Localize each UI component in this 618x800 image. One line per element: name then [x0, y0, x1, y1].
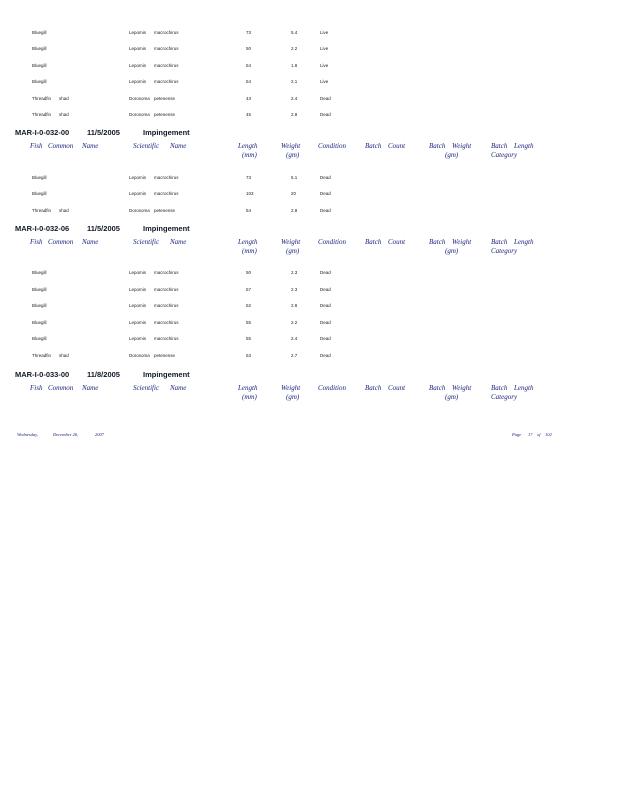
- condition-cell: Dead: [320, 320, 331, 325]
- species-cell: petenense: [154, 96, 176, 101]
- section-id: MAR-I-0-032-06: [15, 224, 70, 233]
- genus-cell: Lepomis: [129, 191, 147, 196]
- header-length: Length: [238, 384, 258, 392]
- section-date: 11/8/2005: [87, 370, 120, 379]
- table-row: [0, 175, 618, 185]
- header-scientific: Scientific: [133, 142, 160, 150]
- common-name-cell: shad: [59, 96, 69, 101]
- header-batch-weight: Weight: [452, 384, 472, 392]
- table-row: [0, 112, 618, 122]
- genus-cell: Dorosoma: [129, 208, 150, 213]
- table-row: [0, 320, 618, 330]
- genus-cell: Lepomis: [129, 270, 147, 275]
- weight-cell: 1.8: [291, 63, 298, 68]
- header-batch-weight-unit: (gm): [445, 393, 459, 401]
- header-batch-weight: Weight: [452, 238, 472, 246]
- table-row: [0, 303, 618, 313]
- header-batch-weight-batch: Batch: [429, 142, 446, 150]
- header-batch-length: Length: [514, 238, 534, 246]
- header-scientific-name: Name: [170, 238, 187, 246]
- length-cell: 50: [246, 270, 252, 275]
- length-cell: 73: [246, 30, 252, 35]
- footer-page-number: 17: [528, 432, 533, 437]
- length-cell: 45: [246, 112, 252, 117]
- length-cell: 103: [246, 191, 254, 196]
- fish-cell: Bluegill: [32, 79, 47, 84]
- condition-cell: Dead: [320, 287, 331, 292]
- genus-cell: Lepomis: [129, 175, 147, 180]
- header-scientific-name: Name: [170, 142, 187, 150]
- table-row: [0, 63, 618, 73]
- weight-cell: 2.1: [291, 79, 298, 84]
- species-cell: petenense: [154, 208, 176, 213]
- condition-cell: Live: [320, 46, 329, 51]
- header-batch-length-batch: Batch: [491, 384, 508, 392]
- common-name-cell: shad: [59, 353, 69, 358]
- genus-cell: Dorosoma: [129, 353, 150, 358]
- header-weight-unit: (gm): [286, 151, 300, 159]
- table-row: [0, 353, 618, 363]
- section-date: 11/5/2005: [87, 128, 120, 137]
- footer-page-total: 102: [545, 432, 552, 437]
- weight-cell: 2.2: [291, 46, 298, 51]
- header-scientific: Scientific: [133, 238, 160, 246]
- header-count: Count: [388, 142, 406, 150]
- table-row: [0, 79, 618, 89]
- weight-cell: 2.8: [291, 303, 298, 308]
- table-row: [0, 336, 618, 346]
- genus-cell: Lepomis: [129, 79, 147, 84]
- header-condition: Condition: [318, 238, 347, 246]
- condition-cell: Dead: [320, 96, 331, 101]
- fish-cell: Threadfin: [32, 112, 52, 117]
- table-row: [0, 30, 618, 40]
- header-batch-weight-batch: Batch: [429, 238, 446, 246]
- fish-cell: Bluegill: [32, 320, 47, 325]
- header-scientific-name: Name: [170, 384, 187, 392]
- length-cell: 57: [246, 287, 252, 292]
- header-weight: Weight: [281, 384, 301, 392]
- fish-cell: Bluegill: [32, 303, 47, 308]
- header-name: Name: [82, 142, 99, 150]
- header-fish: Fish: [30, 384, 43, 392]
- condition-cell: Dead: [320, 270, 331, 275]
- header-batch-length: Length: [514, 384, 534, 392]
- condition-cell: Dead: [320, 191, 331, 196]
- species-cell: macrochirus: [154, 287, 179, 292]
- common-name-cell: shad: [59, 112, 69, 117]
- table-row: [0, 287, 618, 297]
- header-name: Name: [82, 384, 99, 392]
- section-type: Impingement: [143, 128, 190, 137]
- footer-page-label: Page: [512, 432, 522, 437]
- species-cell: macrochirus: [154, 46, 179, 51]
- species-cell: macrochirus: [154, 30, 179, 35]
- genus-cell: Lepomis: [129, 336, 147, 341]
- weight-cell: 2.7: [291, 353, 298, 358]
- weight-cell: 5.1: [291, 175, 298, 180]
- weight-cell: 2.3: [291, 270, 298, 275]
- table-row: [0, 96, 618, 106]
- length-cell: 52: [246, 303, 252, 308]
- condition-cell: Dead: [320, 303, 331, 308]
- species-cell: petenense: [154, 112, 176, 117]
- fish-cell: Bluegill: [32, 175, 47, 180]
- genus-cell: Lepomis: [129, 303, 147, 308]
- header-common: Common: [48, 238, 74, 246]
- header-length-category: Category: [491, 247, 518, 255]
- species-cell: macrochirus: [154, 303, 179, 308]
- length-cell: 54: [246, 208, 252, 213]
- weight-cell: 2.4: [291, 96, 298, 101]
- genus-cell: Dorosoma: [129, 112, 150, 117]
- species-cell: petenense: [154, 353, 176, 358]
- length-cell: 43: [246, 96, 252, 101]
- footer-year: 2007: [95, 432, 104, 437]
- header-count: Count: [388, 238, 406, 246]
- table-row: [0, 208, 618, 218]
- fish-cell: Bluegill: [32, 30, 47, 35]
- header-weight: Weight: [281, 238, 301, 246]
- table-row: [0, 191, 618, 201]
- species-cell: macrochirus: [154, 175, 179, 180]
- weight-cell: 2.3: [291, 287, 298, 292]
- length-cell: 55: [246, 336, 252, 341]
- weight-cell: 2.8: [291, 112, 298, 117]
- length-cell: 73: [246, 175, 252, 180]
- header-length: Length: [238, 142, 258, 150]
- header-batch-weight-unit: (gm): [445, 247, 459, 255]
- header-count: Count: [388, 384, 406, 392]
- length-cell: 54: [246, 79, 252, 84]
- fish-cell: Bluegill: [32, 63, 47, 68]
- header-batch-length-batch: Batch: [491, 238, 508, 246]
- weight-cell: 5.4: [291, 30, 298, 35]
- weight-cell: 20: [291, 191, 297, 196]
- condition-cell: Dead: [320, 353, 331, 358]
- condition-cell: Live: [320, 30, 329, 35]
- genus-cell: Lepomis: [129, 46, 147, 51]
- header-weight: Weight: [281, 142, 301, 150]
- weight-cell: 2.2: [291, 320, 298, 325]
- header-batch-length: Length: [514, 142, 534, 150]
- weight-cell: 2.4: [291, 336, 298, 341]
- fish-cell: Threadfin: [32, 208, 52, 213]
- genus-cell: Lepomis: [129, 30, 147, 35]
- footer-of-label: of: [537, 432, 541, 437]
- section-type: Impingement: [143, 224, 190, 233]
- header-scientific: Scientific: [133, 384, 160, 392]
- species-cell: macrochirus: [154, 63, 179, 68]
- genus-cell: Lepomis: [129, 287, 147, 292]
- header-length-unit: (mm): [242, 151, 257, 159]
- condition-cell: Dead: [320, 208, 331, 213]
- species-cell: macrochirus: [154, 336, 179, 341]
- header-batch-weight-batch: Batch: [429, 384, 446, 392]
- fish-cell: Threadfin: [32, 353, 52, 358]
- fish-cell: Bluegill: [32, 287, 47, 292]
- condition-cell: Live: [320, 63, 329, 68]
- condition-cell: Dead: [320, 336, 331, 341]
- section-date: 11/5/2005: [87, 224, 120, 233]
- header-batch-length-batch: Batch: [491, 142, 508, 150]
- header-fish: Fish: [30, 142, 43, 150]
- fish-cell: Threadfin: [32, 96, 52, 101]
- header-length-category: Category: [491, 393, 518, 401]
- header-common: Common: [48, 384, 74, 392]
- length-cell: 55: [246, 320, 252, 325]
- header-length-category: Category: [491, 151, 518, 159]
- header-name: Name: [82, 238, 99, 246]
- condition-cell: Dead: [320, 175, 331, 180]
- common-name-cell: shad: [59, 208, 69, 213]
- table-row: [0, 270, 618, 280]
- condition-cell: Dead: [320, 112, 331, 117]
- header-batch: Batch: [365, 238, 382, 246]
- header-weight-unit: (gm): [286, 247, 300, 255]
- header-batch: Batch: [365, 384, 382, 392]
- header-batch: Batch: [365, 142, 382, 150]
- section-id: MAR-I-0-033-00: [15, 370, 70, 379]
- condition-cell: Live: [320, 79, 329, 84]
- footer-date: December 26,: [53, 432, 79, 437]
- header-condition: Condition: [318, 142, 347, 150]
- header-weight-unit: (gm): [286, 393, 300, 401]
- header-common: Common: [48, 142, 74, 150]
- fish-cell: Bluegill: [32, 270, 47, 275]
- section-type: Impingement: [143, 370, 190, 379]
- weight-cell: 2.8: [291, 208, 298, 213]
- header-batch-weight: Weight: [452, 142, 472, 150]
- table-row: [0, 46, 618, 56]
- species-cell: macrochirus: [154, 191, 179, 196]
- fish-cell: Bluegill: [32, 191, 47, 196]
- length-cell: 53: [246, 353, 252, 358]
- header-length-unit: (mm): [242, 393, 257, 401]
- header-fish: Fish: [30, 238, 43, 246]
- genus-cell: Dorosoma: [129, 96, 150, 101]
- fish-cell: Bluegill: [32, 46, 47, 51]
- species-cell: macrochirus: [154, 270, 179, 275]
- header-length-unit: (mm): [242, 247, 257, 255]
- length-cell: 50: [246, 46, 252, 51]
- genus-cell: Lepomis: [129, 320, 147, 325]
- fish-cell: Bluegill: [32, 336, 47, 341]
- length-cell: 54: [246, 63, 252, 68]
- species-cell: macrochirus: [154, 320, 179, 325]
- header-condition: Condition: [318, 384, 347, 392]
- header-length: Length: [238, 238, 258, 246]
- genus-cell: Lepomis: [129, 63, 147, 68]
- footer-day: Wednesday,: [17, 432, 38, 437]
- species-cell: macrochirus: [154, 79, 179, 84]
- section-id: MAR-I-0-032-00: [15, 128, 70, 137]
- header-batch-weight-unit: (gm): [445, 151, 459, 159]
